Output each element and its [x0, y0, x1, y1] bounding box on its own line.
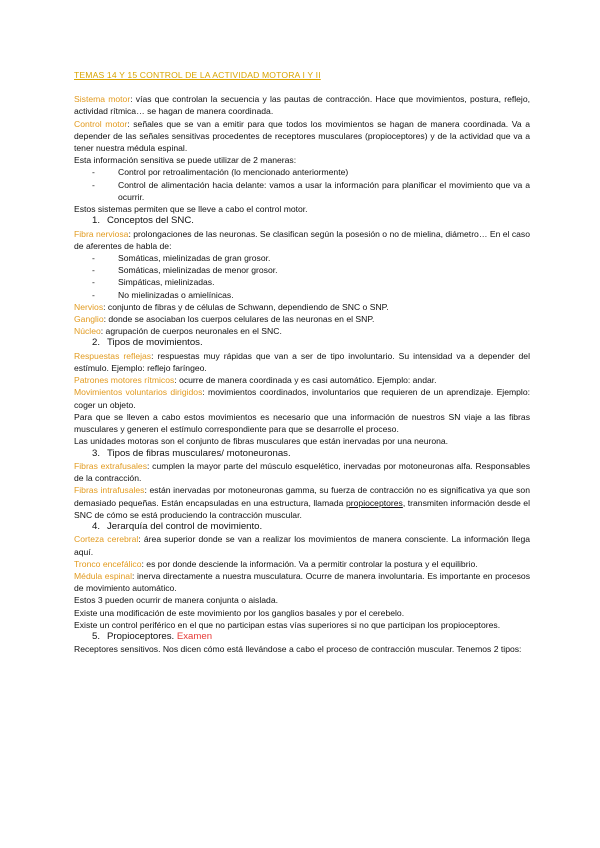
document-title: TEMAS 14 Y 15 CONTROL DE LA ACTIVIDAD MOTORA I Y II: [74, 70, 321, 80]
paragraph-ganglio: Ganglio: donde se asociaban los cuerpos celulares de las neuronas en el SNP.: [74, 314, 375, 325]
term-movimientos-voluntarios: Movimientos voluntarios dirigidos: [74, 387, 203, 398]
term-ganglio: Ganglio: [74, 314, 104, 325]
term-nervios: Nervios: [74, 301, 104, 312]
paragraph-text: Para que se lleven a cabo estos movimientos es necesario que una información de nuestros SN viaje a las fibras musculares y generen el estímulo correspondiente para que se desarrolle el proceso.: [74, 411, 530, 435]
section-heading: 4. Jerarquía del control de movimiento.: [92, 520, 263, 532]
section-heading: 2. Tipos de movimientos.: [92, 337, 203, 349]
section-heading: 1. Conceptos del SNC.: [92, 215, 194, 227]
paragraph-text: Estos sistemas permiten que se lleve a cabo el control motor.: [74, 204, 308, 215]
term-fibra-nerviosa: Fibra nerviosa: [74, 228, 129, 239]
paragraph-corteza-cerebral: Corteza cerebral: área superior donde se van a realizar los movimientos de manera consciente. La información llega aquí.: [74, 534, 530, 557]
paragraph-text: Las unidades motoras son el conjunto de fibras musculares que están inervadas por una neurona.: [74, 436, 449, 447]
term-respuestas-reflejas: Respuestas reflejas: [74, 350, 152, 361]
paragraph-fibra-nerviosa: Fibra nerviosa: prolongaciones de las neuronas. Se clasifican según la posesión o no de mielina, diámetro… En el caso de aferentes de habla de:: [74, 228, 530, 251]
paragraph-tronco-encefalico: Tronco encefálico: es por donde desciende la información. Va a permitir controlar la postura y el equilibrio.: [74, 558, 478, 569]
bullet-item: - Control por retroalimentación (lo mencionado anteriormente): [92, 167, 349, 178]
paragraph-fibras-intrafusales: Fibras intrafusales: están inervadas por motoneuronas gamma, su fuerza de contracción no es significativa ya que son demasiado pequeñas. Están encapsuladas en una estructura, llamada propioceptores, transmiten información desde el SNC de cómo se está produciendo la contracción muscular.: [74, 485, 530, 520]
paragraph-movimientos-voluntarios: Movimientos voluntarios dirigidos: movimientos coordinados, involuntarios que requieren de un aprendizaje. Ejemplo: coger un objeto.: [74, 387, 531, 410]
paragraph-text: Existe un control periférico en el que no participan estas vías superiores si no que participan los propioceptores.: [74, 619, 501, 630]
paragraph-text: Esta información sensitiva se puede utilizar de 2 maneras:: [74, 155, 297, 166]
paragraph-text: Existe una modificación de este movimiento por los ganglios basales y por el cerebelo.: [74, 607, 405, 618]
bullet-item: - Simpáticas, mielinizadas.: [92, 277, 215, 288]
section-heading: 3. Tipos de fibras musculares/ motoneuronas.: [92, 447, 291, 459]
term-corteza-cerebral: Corteza cerebral: [74, 534, 139, 545]
term-tronco-encefalico: Tronco encefálico: [74, 558, 142, 569]
term-fibras-extrafusales: Fibras extrafusales: [74, 460, 147, 471]
section-heading: 5. Propioceptores. Examen: [92, 630, 213, 642]
paragraph-sistema-motor: Sistema motor: vías que controlan la secuencia y las pautas de contracción. Hace que movimientos, postura, reflejo, actividad rítmica… se hagan de manera coordinada.: [74, 94, 530, 117]
bullet-item: - Control de alimentación hacia delante: vamos a usar la información para planificar el movimiento que va a ocurrir.: [92, 179, 530, 202]
paragraph-fibras-extrafusales: Fibras extrafusales: cumplen la mayor parte del músculo esquelético, inervadas por motoneuronas alfa. Responsables de la contracción.: [74, 460, 530, 484]
paragraph-text: Receptores sensitivos. Nos dicen cómo está llevándose a cabo el proceso de contracción muscular. Tenemos 2 tipos:: [74, 644, 522, 655]
paragraph-medula-espinal: Médula espinal: inerva directamente a nuestra musculatura. Ocurre de manera involuntaria. Es importante en procesos de movimiento automático.: [74, 570, 530, 594]
paragraph-text: Estos 3 pueden ocurrir de manera conjunta o aislada.: [74, 595, 278, 606]
paragraph-nucleo: Núcleo: agrupación de cuerpos neuronales en el SNC.: [74, 326, 282, 337]
term-sistema-motor: Sistema motor: [74, 94, 131, 105]
term-medula-espinal: Médula espinal: [74, 570, 132, 581]
bullet-item: - Somáticas, mielinizadas de menor grosor.: [92, 265, 278, 276]
term-fibras-intrafusales: Fibras intrafusales: [74, 485, 145, 496]
term-nucleo: Núcleo: [74, 326, 101, 337]
paragraph-patrones-motores: Patrones motores rítmicos: ocurre de manera coordinada y es casi automático. Ejemplo: andar.: [74, 375, 437, 386]
underlined-term: propioceptores: [346, 497, 403, 508]
bullet-item: - No mielinizadas o amielínicas.: [92, 289, 234, 300]
term-control-motor: Control motor: [74, 118, 128, 129]
paragraph-control-motor: Control motor: señales que se van a emitir para que todos los movimientos se hagan de manera coordinada. Va a depender de las señales sensitivas procedentes de receptores musculares (propioceptores) y de la actividad que va a tener nuestra médula espinal.: [74, 118, 530, 154]
paragraph-respuestas-reflejas: Respuestas reflejas: respuestas muy rápidas que van a ser de tipo involuntario. Su intensidad va a depender del estímulo. Ejemplo: reflejo faríngeo.: [74, 350, 530, 374]
exam-tag: Examen: [176, 630, 213, 642]
paragraph-nervios: Nervios: conjunto de fibras y de células de Schwann, dependiendo de SNC o SNP.: [74, 301, 389, 312]
term-patrones-motores: Patrones motores rítmicos: [74, 375, 175, 386]
bullet-item: - Somáticas, mielinizadas de gran grosor.: [92, 253, 271, 264]
